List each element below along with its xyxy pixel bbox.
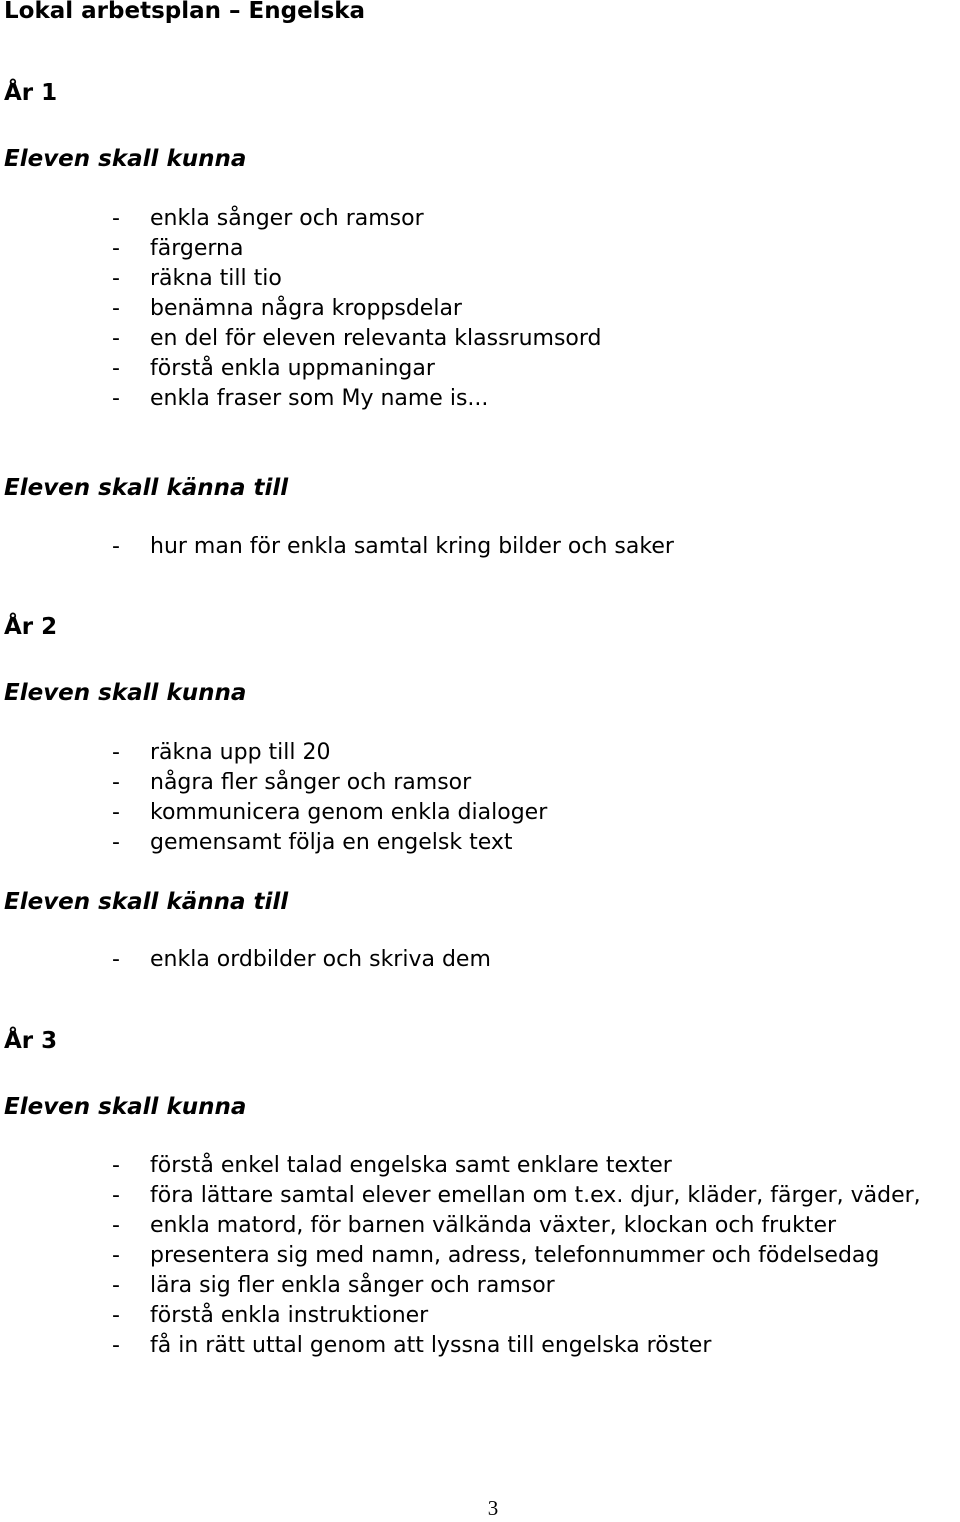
list-item bbox=[0, 1151, 960, 1181]
list-item bbox=[0, 1271, 960, 1301]
list-item bbox=[0, 264, 960, 294]
list-item-text: hur man för enkla samtal kring bilder och saker bbox=[150, 534, 674, 559]
list-item bbox=[0, 738, 960, 768]
year-heading-2: År 2 bbox=[4, 614, 58, 640]
list-item-text: få in rätt uttal genom att lyssna till engelska röster bbox=[150, 1333, 712, 1358]
list-item bbox=[0, 828, 960, 858]
list-item-text: förstå enkla uppmaningar bbox=[150, 356, 435, 381]
bullet-dash: - bbox=[112, 1303, 120, 1328]
list-item-text: några fler sånger och ramsor bbox=[150, 770, 472, 795]
bullet-dash: - bbox=[112, 326, 120, 351]
list-item bbox=[0, 384, 960, 414]
bullet-list bbox=[0, 532, 960, 562]
list-item-text: färgerna bbox=[150, 236, 244, 261]
list-item bbox=[0, 945, 960, 975]
list-item bbox=[0, 204, 960, 234]
bullet-dash: - bbox=[112, 947, 120, 972]
bullet-dash: - bbox=[112, 740, 120, 765]
list-item bbox=[0, 234, 960, 264]
section-heading-kanna-till: Eleven skall känna till bbox=[4, 889, 289, 915]
list-item-text: räkna upp till 20 bbox=[150, 740, 331, 765]
list-item-text: gemensamt följa en engelsk text bbox=[150, 830, 513, 855]
bullet-dash: - bbox=[112, 534, 120, 559]
bullet-dash: - bbox=[112, 386, 120, 411]
bullet-list bbox=[0, 1151, 960, 1361]
list-item bbox=[0, 532, 960, 562]
section-heading-kunna: Eleven skall kunna bbox=[4, 146, 247, 172]
list-item bbox=[0, 1301, 960, 1331]
bullet-dash: - bbox=[112, 1333, 120, 1358]
list-item bbox=[0, 324, 960, 354]
section-heading-kunna: Eleven skall kunna bbox=[4, 1094, 247, 1120]
list-item-text: benämna några kroppsdelar bbox=[150, 296, 462, 321]
list-item-text: en del för eleven relevanta klassrumsord bbox=[150, 326, 602, 351]
list-item-text: föra lättare samtal elever emellan om t.ex. djur, kläder, färger, väder, bbox=[150, 1183, 921, 1208]
list-item-text: enkla matord, för barnen välkända växter, klockan och frukter bbox=[150, 1213, 837, 1238]
list-item-text: förstå enkla instruktioner bbox=[150, 1303, 429, 1328]
bullet-dash: - bbox=[112, 1183, 120, 1208]
list-item bbox=[0, 1211, 960, 1241]
list-item bbox=[0, 294, 960, 324]
section-heading-kunna: Eleven skall kunna bbox=[4, 680, 247, 706]
bullet-dash: - bbox=[112, 206, 120, 231]
bullet-dash: - bbox=[112, 830, 120, 855]
list-item-text: lära sig fler enkla sånger och ramsor bbox=[150, 1273, 555, 1298]
section-heading-kanna-till: Eleven skall känna till bbox=[4, 475, 289, 501]
list-item bbox=[0, 798, 960, 828]
list-item bbox=[0, 1331, 960, 1361]
bullet-dash: - bbox=[112, 1243, 120, 1268]
bullet-list bbox=[0, 204, 960, 414]
bullet-dash: - bbox=[112, 1273, 120, 1298]
list-item bbox=[0, 768, 960, 798]
bullet-dash: - bbox=[112, 296, 120, 321]
page-number: 3 bbox=[487, 1496, 499, 1520]
list-item bbox=[0, 1241, 960, 1271]
list-item-text: enkla fraser som My name is... bbox=[150, 386, 489, 411]
list-item-text: räkna till tio bbox=[150, 266, 282, 291]
list-item-text: förstå enkel talad engelska samt enklare texter bbox=[150, 1153, 672, 1178]
bullet-dash: - bbox=[112, 770, 120, 795]
list-item-text: enkla ordbilder och skriva dem bbox=[150, 947, 491, 972]
bullet-dash: - bbox=[112, 266, 120, 291]
bullet-dash: - bbox=[112, 800, 120, 825]
list-item-text: enkla sånger och ramsor bbox=[150, 206, 424, 231]
list-item-text: kommunicera genom enkla dialoger bbox=[150, 800, 548, 825]
year-heading-3: År 3 bbox=[4, 1028, 58, 1054]
page-title: Lokal arbetsplan – Engelska bbox=[4, 0, 366, 24]
bullet-dash: - bbox=[112, 356, 120, 381]
bullet-dash: - bbox=[112, 236, 120, 261]
bullet-dash: - bbox=[112, 1213, 120, 1238]
year-heading-1: År 1 bbox=[4, 80, 58, 106]
bullet-dash: - bbox=[112, 1153, 120, 1178]
list-item bbox=[0, 1181, 960, 1211]
list-item-text: presentera sig med namn, adress, telefonnummer och födelsedag bbox=[150, 1243, 880, 1268]
bullet-list bbox=[0, 738, 960, 858]
list-item bbox=[0, 354, 960, 384]
bullet-list bbox=[0, 945, 960, 975]
